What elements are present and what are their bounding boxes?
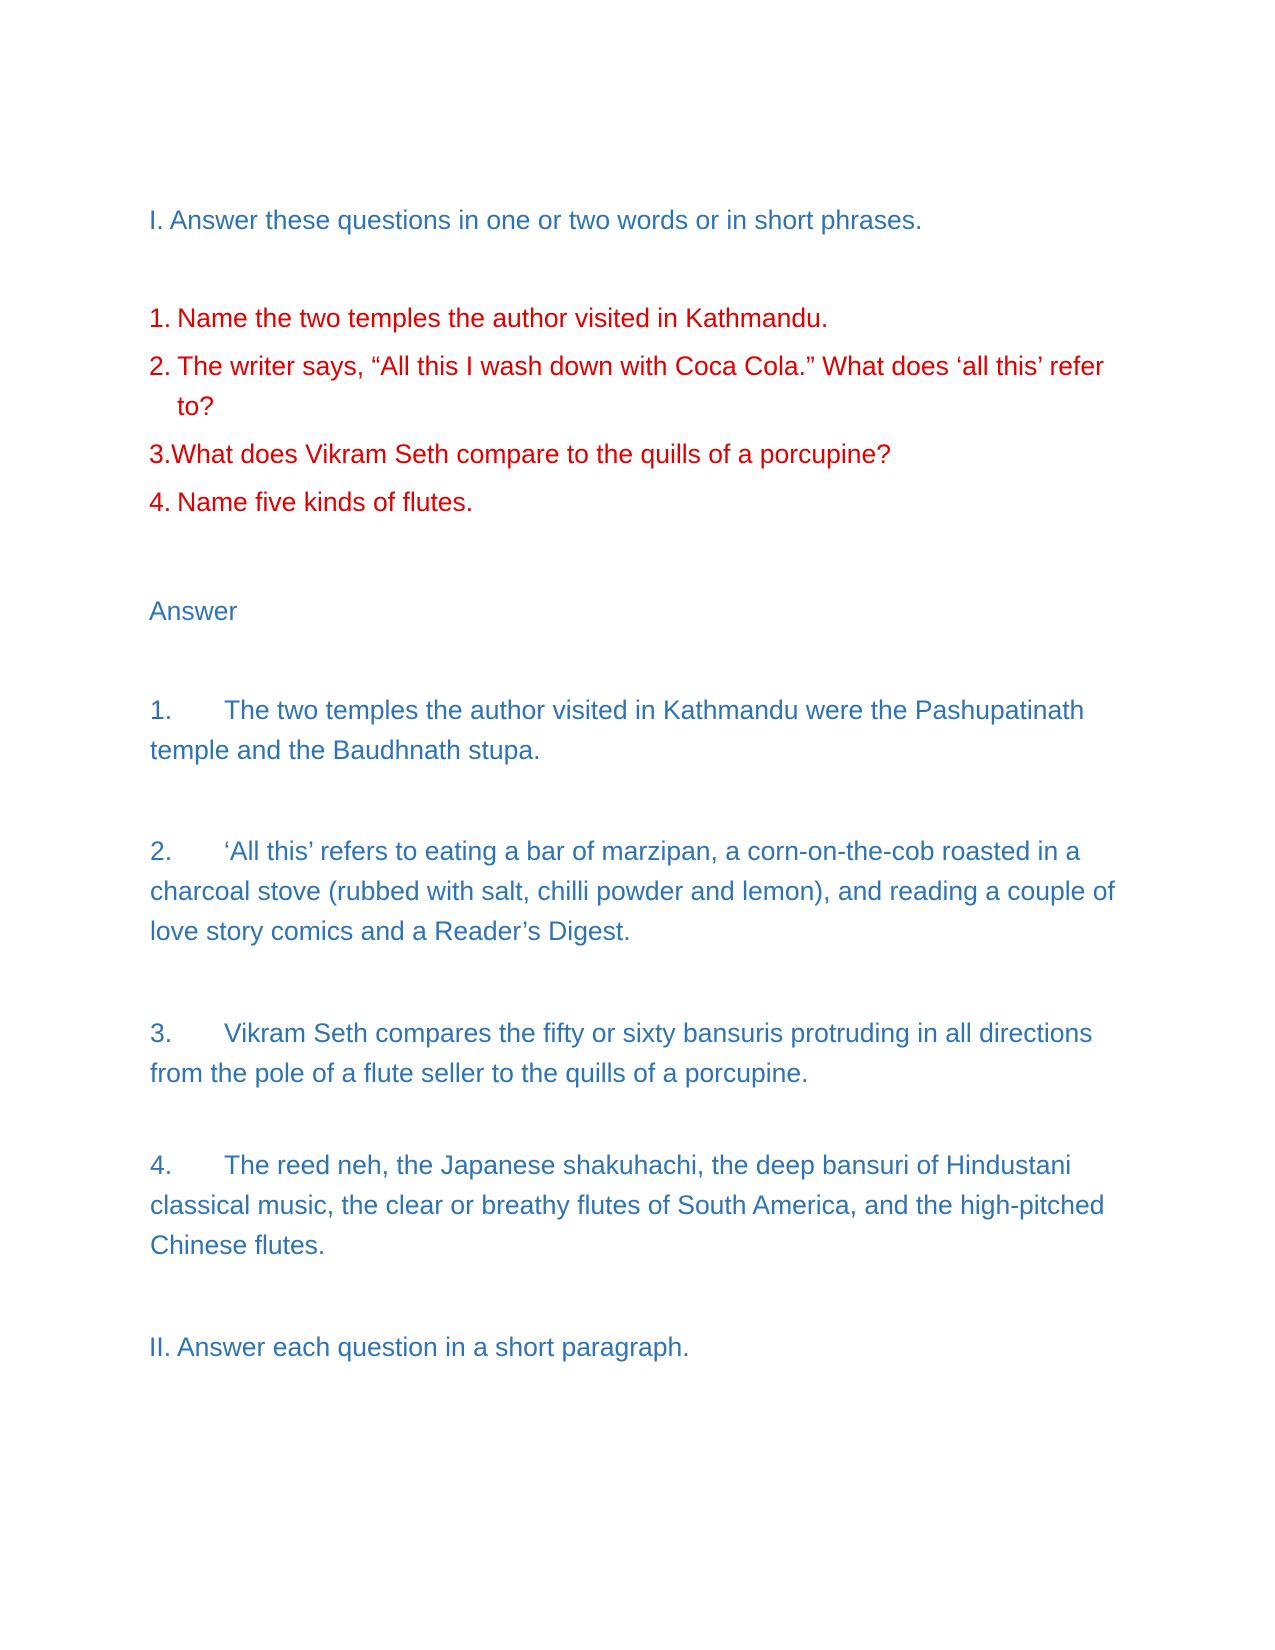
question-item xyxy=(149,298,1129,338)
answer-title: Answer xyxy=(149,596,238,626)
question-item xyxy=(149,434,1129,474)
answer-text: Vikram Seth compares the fifty or sixty bansuris protruding in all directions from the pole of a flute seller to the quills of a porcupine. xyxy=(150,1018,1093,1088)
answer-number: 4. xyxy=(150,1150,173,1180)
question-number: 4. xyxy=(149,487,172,517)
section-two-heading: II. Answer each question in a short paragraph. xyxy=(149,1332,690,1362)
section-one-heading: I. Answer these questions in one or two words or in short phrases. xyxy=(149,205,923,235)
question-text: What does Vikram Seth compare to the quills of a porcupine? xyxy=(171,439,891,469)
question-text: Name the two temples the author visited in Kathmandu. xyxy=(177,303,829,333)
answer-paragraph xyxy=(150,1013,1130,1093)
question-item xyxy=(149,346,1129,426)
question-text: The writer says, “All this I wash down with Coca Cola.” What does ‘all this’ refer to? xyxy=(177,351,1104,421)
answer-number: 2. xyxy=(150,836,173,866)
answer-text: The two temples the author visited in Kathmandu were the Pashupatinath temple and the Baudhnath stupa. xyxy=(150,695,1085,765)
question-text: Name five kinds of flutes. xyxy=(177,487,474,517)
answer-paragraph xyxy=(150,1145,1130,1265)
question-number: 2. xyxy=(149,351,172,381)
question-number: 1. xyxy=(149,303,172,333)
answer-text: The reed neh, the Japanese shakuhachi, the deep bansuri of Hindustani classical music, the clear or breathy flutes of South America, and the high-pitched Chinese flutes. xyxy=(150,1150,1105,1260)
answer-paragraph xyxy=(150,690,1130,770)
answer-paragraph xyxy=(150,831,1130,951)
answer-number: 1. xyxy=(150,695,173,725)
question-list xyxy=(149,298,1129,530)
question-item xyxy=(149,482,1129,522)
question-number: 3. xyxy=(149,439,172,469)
answer-number: 3. xyxy=(150,1018,173,1048)
answer-text: ‘All this’ refers to eating a bar of marzipan, a corn-on-the-cob roasted in a charcoal stove (rubbed with salt, chilli powder and lemon), and reading a couple of love story comics and a Reader’s Digest. xyxy=(150,836,1115,946)
